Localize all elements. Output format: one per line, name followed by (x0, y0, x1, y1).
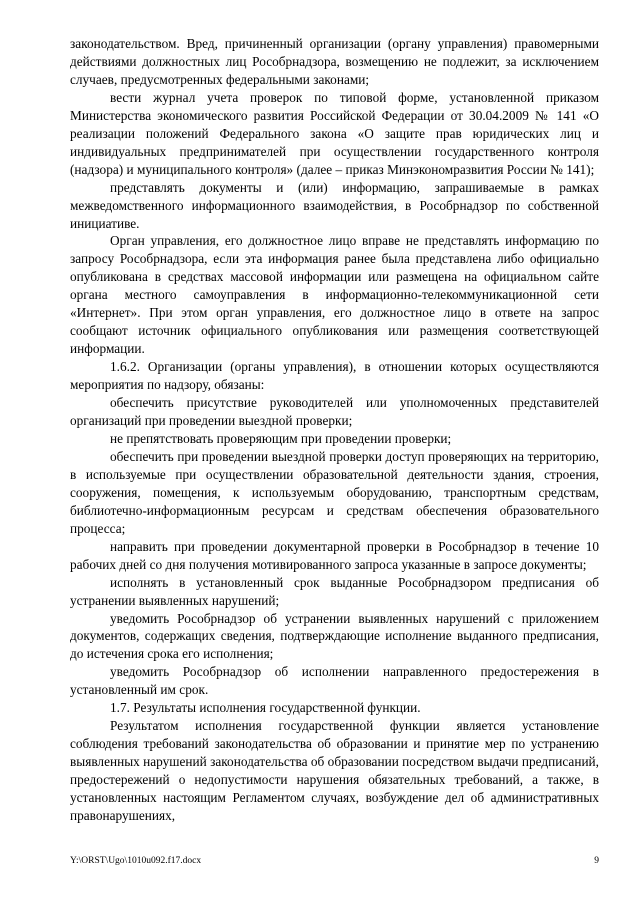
paragraph-result: Результатом исполнения государственной функции является установление соблюдения требований законодательства об образовании и принятие мер по устранению выявленных нарушений законодательства об образовании посредством выдачи предписаний, предостережений о недопустимости нарушения обязательных требований, а также, в установленных настоящим Регламентом случаях, возбуждение дел об административных правонарушениях, (70, 718, 599, 823)
paragraph-send-documents: направить при проведении документарной проверки в Рособрнадзор в течение 10 рабочих дней со дня получения мотивированного запроса указанные в запросе документы; (70, 538, 599, 572)
paragraph-not-obstruct: не препятствовать проверяющим при проведении проверки; (110, 430, 452, 446)
page-number: 9 (594, 856, 599, 866)
paragraph-journal: вести журнал учета проверок по типовой форме, установленной приказом Министерства экономического развития Российской Федерации от 30.04.2009 № 141 «О реализации положений Федерального закона «О защите прав юридических лиц и индивидуальных предпринимателей при осуществлении государственного контроля (надзора) и муниципального контроля» (далее – приказ Минэкономразвития России № 141); (70, 89, 599, 177)
paragraph-section-1-6-2: 1.6.2. Организации (органы управления), в отношении которых осуществляются мероприятия по надзору, обязаны: (70, 359, 599, 393)
paragraph-notify-elimination: уведомить Рособрнадзор об устранении выявленных нарушений с приложением документов, содержащих сведения, подтверждающие исполнение выданного предписания, до истечения срока его исполнения; (70, 610, 599, 662)
document-body (70, 35, 599, 825)
paragraph-management-body: Орган управления, его должностное лицо вправе не представлять информацию по запросу Рособрнадзора, если эта информация ранее была представлена либо официально опубликована в средствах массовой информации или размещена на официальном сайте органа местного самоуправления в информационно-телекоммуникационной сети «Интернет». При этом орган управления, его должностное лицо в ответе на запрос сообщают источник официального опубликования или размещения соответствующей информации. (70, 233, 599, 357)
page-footer (70, 854, 599, 868)
paragraph-ensure-presence: обеспечить присутствие руководителей или уполномоченных представителей организаций при проведении выездной проверки; (70, 395, 599, 429)
paragraph-section-1-7: 1.7. Результаты исполнения государственной функции. (110, 700, 421, 716)
paragraph-execute-orders: исполнять в установленный срок выданные Рособрнадзором предписания об устранении выявленных нарушений; (70, 574, 599, 608)
paragraph-ensure-access: обеспечить при проведении выездной проверки доступ проверяющих на территорию, в используемые при осуществлении образовательной деятельности здания, строения, сооружения, помещения, к используемым оборудованию, транспортным средствам, библиотечно-информационным ресурсам и средствам обеспечения образовательного процесса; (70, 448, 599, 536)
paragraph-continuation: законодательством. Вред, причиненный организации (органу управления) правомерными действиями должностных лиц Рособрнадзора, возмещению не подлежит, за исключением случаев, предусмотренных федеральными законами; (70, 36, 599, 87)
footer-file-path: Y:\ORST\Ugo\1010u092.f17.docx (70, 856, 202, 866)
paragraph-notify-warning: уведомить Рособрнадзор об исполнении направленного предостережения в установленный им срок. (70, 664, 599, 698)
paragraph-documents: представлять документы и (или) информацию, запрашиваемые в рамках межведомственного информационного взаимодействия, в Рособрнадзор по собственной инициативе. (70, 179, 599, 231)
